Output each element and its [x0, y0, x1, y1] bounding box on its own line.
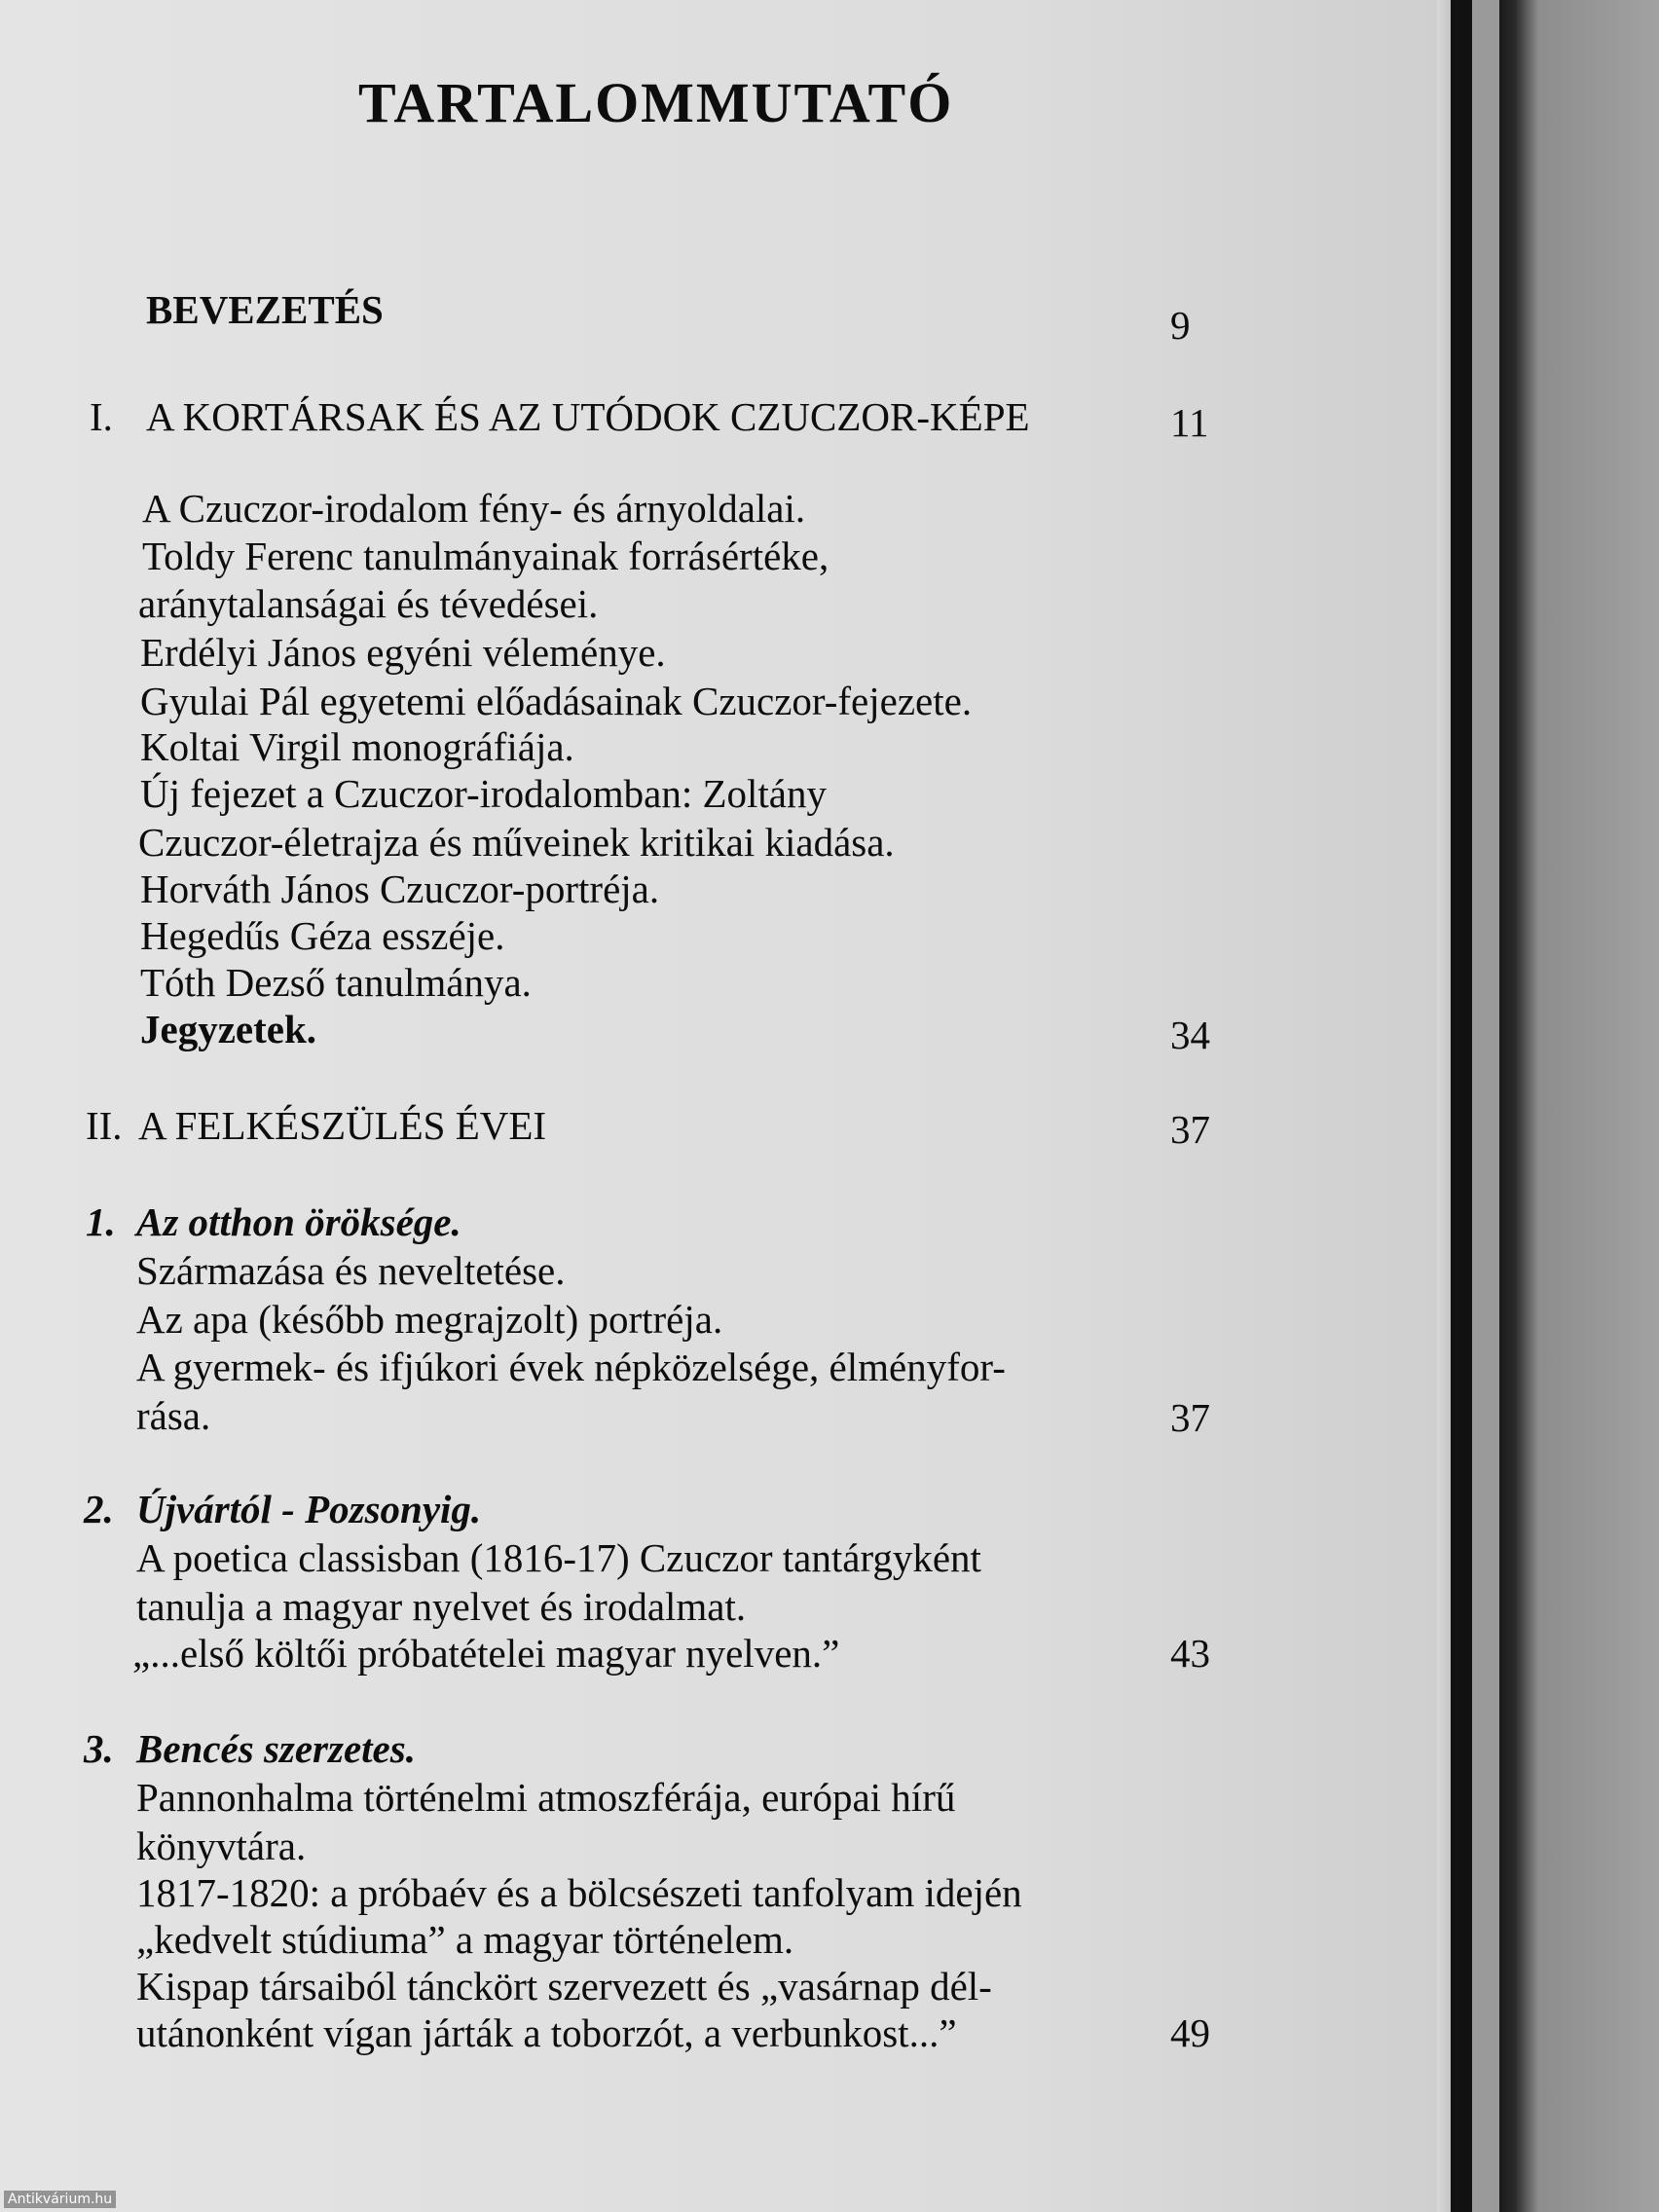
toc-line: „kedvelt stúdiuma” a magyar történelem.	[136, 1917, 794, 1962]
toc-line: Származása és neveltetése.	[136, 1248, 566, 1293]
toc-section-3-page: 49	[1170, 2010, 1210, 2055]
toc-line: Koltai Virgil monográfiája.	[140, 724, 574, 769]
toc-chapter-1-number: I.	[90, 394, 113, 439]
toc-intro-page: 9	[1170, 303, 1191, 348]
toc-line: Toldy Ferenc tanulmányainak forrásértéke,	[142, 534, 830, 578]
toc-line: könyvtára.	[136, 1824, 307, 1868]
toc-line: Erdélyi János egyéni véleménye.	[140, 630, 666, 675]
toc-line: Új fejezet a Czuczor-irodalomban: Zoltány	[140, 771, 827, 816]
toc-intro-label: BEVEZETÉS	[146, 287, 384, 332]
toc-line: aránytalanságai és tévedései.	[138, 581, 599, 626]
toc-line: Czuczor-életrajza és műveinek kritikai kiadása.	[138, 820, 895, 865]
toc-section-3-title: Bencés szerzetes.	[136, 1726, 416, 1771]
toc-line: Kispap társaiból tánckört szervezett és „vasárnap dél-	[136, 1964, 992, 2009]
toc-line: 1817-1820: a próbaév és a bölcsészeti tanfolyam idején	[136, 1870, 1022, 1915]
toc-line: tanulja a magyar nyelvet és irodalmat.	[136, 1584, 747, 1629]
watermark: Antikvárium.hu	[4, 2191, 116, 2208]
toc-section-1-number: 1.	[86, 1199, 116, 1244]
toc-line: Gyulai Pál egyetemi előadásainak Czuczor-fejezete.	[140, 679, 973, 723]
toc-line: A gyermek- és ifjúkori évek népközelsége, élményfor-	[136, 1345, 1006, 1389]
toc-section-1-page: 37	[1170, 1395, 1210, 1440]
toc-line: Az apa (később megrajzolt) portréja.	[136, 1297, 723, 1342]
toc-line: Tóth Dezső tanulmánya.	[140, 960, 532, 1005]
toc-chapter-2-page: 37	[1170, 1107, 1210, 1152]
background-surface	[1499, 0, 1659, 2212]
page-title: TARTALOMMUTATÓ	[358, 71, 954, 134]
toc-chapter-2-number: II.	[86, 1103, 123, 1148]
toc-line: Pannonhalma történelmi atmoszférája, európai hírű	[136, 1775, 956, 1820]
toc-line: A poetica classisban (1816-17) Czuczor tantárgyként	[136, 1535, 981, 1580]
toc-section-3-number: 3.	[84, 1726, 114, 1771]
page-stack-edge	[1437, 0, 1451, 2212]
toc-line: utánonként vígan járták a toborzót, a verbunkost...”	[136, 2010, 957, 2055]
toc-chapter-2-title: A FELKÉSZÜLÉS ÉVEI	[138, 1103, 547, 1148]
toc-line: Hegedűs Géza esszéje.	[140, 913, 505, 958]
toc-line: „...első költői próbatételei magyar nyelven.”	[132, 1631, 840, 1676]
toc-section-2-title: Újvártól - Pozsonyig.	[136, 1487, 482, 1531]
toc-notes-label: Jegyzetek.	[140, 1007, 316, 1051]
toc-section-1-title: Az otthon öröksége.	[136, 1199, 461, 1244]
toc-section-2-page: 43	[1170, 1631, 1210, 1676]
toc-line: Horváth János Czuczor-portréja.	[140, 866, 660, 911]
toc-line: A Czuczor-irodalom fény- és árnyoldalai.	[142, 486, 806, 531]
book-cover-edge	[1451, 0, 1472, 2212]
toc-chapter-1-page: 11	[1170, 400, 1209, 445]
toc-section-2-number: 2.	[84, 1487, 114, 1531]
toc-chapter-1-title: A KORTÁRSAK ÉS AZ UTÓDOK CZUCZOR-KÉPE	[146, 394, 1030, 439]
toc-notes-page: 34	[1170, 1013, 1210, 1057]
toc-line: rása.	[136, 1393, 211, 1438]
